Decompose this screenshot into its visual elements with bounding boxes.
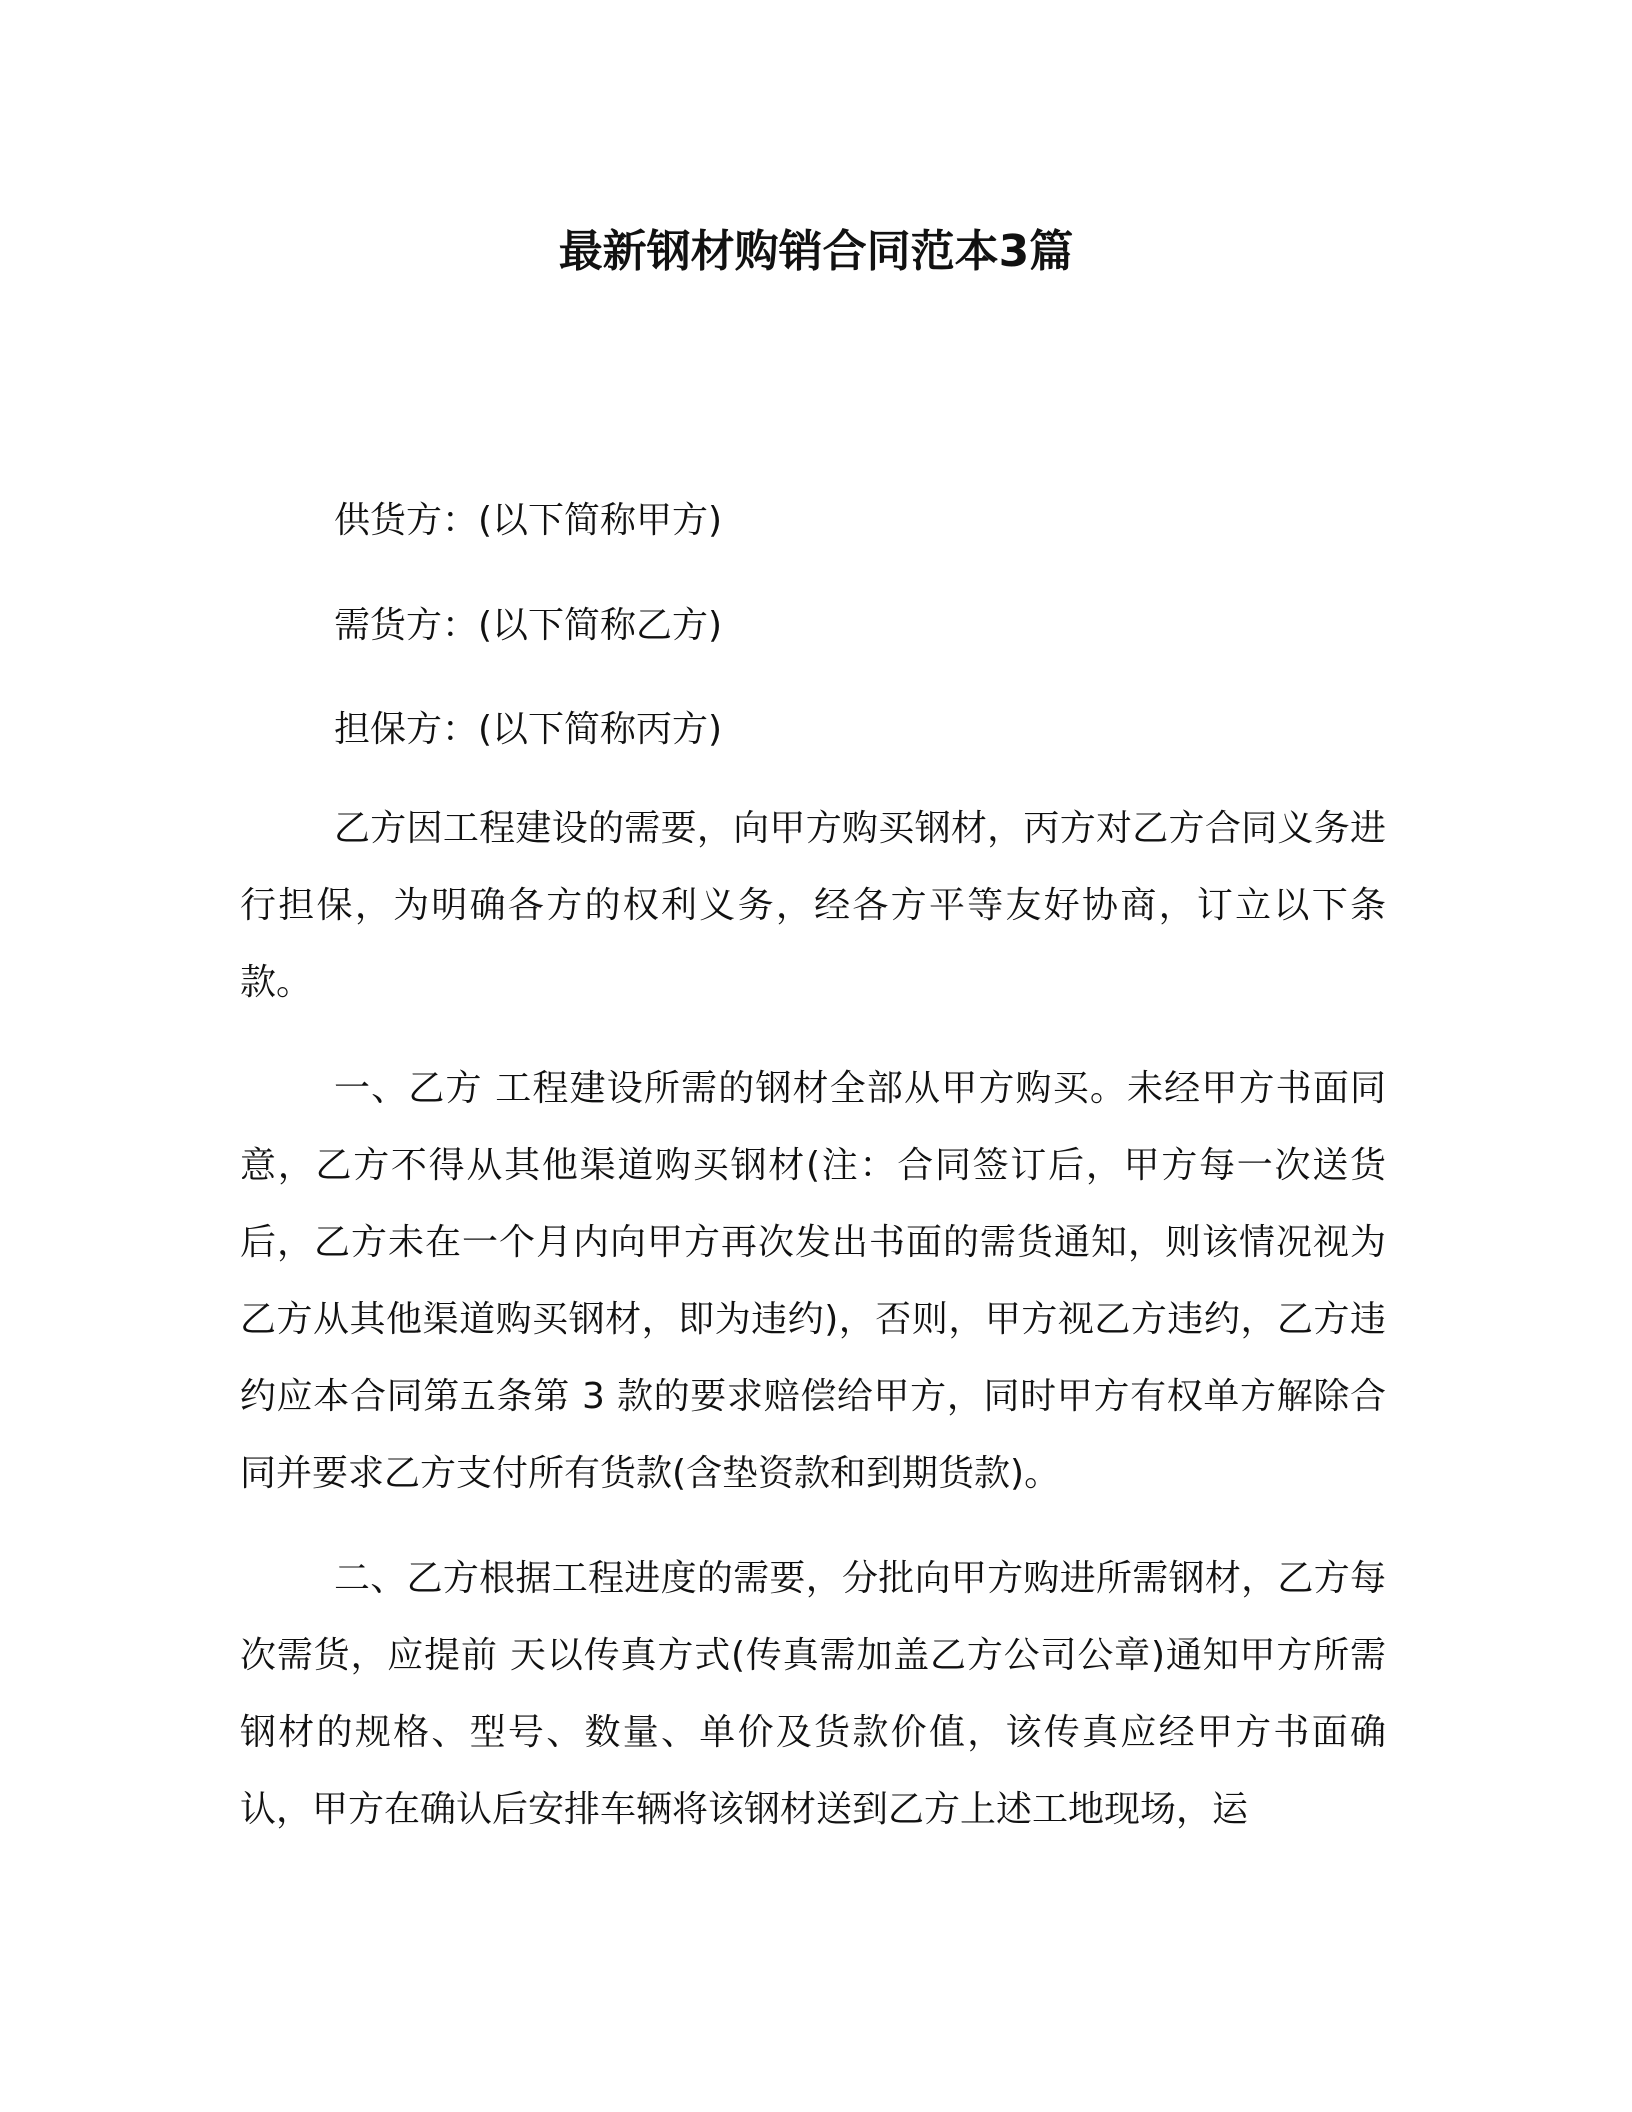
paragraph-preamble: 乙方因工程建设的需要，向甲方购买钢材，丙方对乙方合同义务进行担保，为明确各方的权利义务，经各方平等友好协商，订立以下条款。 <box>240 808 1386 1003</box>
paragraph-clause-1: 一、乙方 工程建设所需的钢材全部从甲方购买。未经甲方书面同意，乙方不得从其他渠道购买钢材(注：合同签订后，甲方每一次送货后，乙方未在一个月内向甲方再次发出书面的需货通知，则该情况视为乙方从其他渠道购买钢材，即为违约)，否则，甲方视乙方违约，乙方违约应本合同第五条第 3 款的要求赔偿给甲方，同时甲方有权单方解除合同并要求乙方支付所有货款(含垫资款和到期货款)。 <box>240 1068 1386 1494</box>
party-guarantor: 担保方：(以下简称丙方) <box>334 709 723 750</box>
party-supplier: 供货方：(以下简称甲方) <box>334 500 723 541</box>
party-buyer: 需货方：(以下简称乙方) <box>334 605 723 646</box>
document-title: 最新钢材购销合同范本3篇 <box>558 226 1074 277</box>
paragraph-clause-2: 二、乙方根据工程进度的需要，分批向甲方购进所需钢材，乙方每次需货，应提前 天以传真方式(传真需加盖乙方公司公章)通知甲方所需钢材的规格、型号、数量、单价及货款价值，该传真应经甲方书面确认，甲方在确认后安排车辆将该钢材送到乙方上述工地现场，运 <box>240 1558 1386 1830</box>
